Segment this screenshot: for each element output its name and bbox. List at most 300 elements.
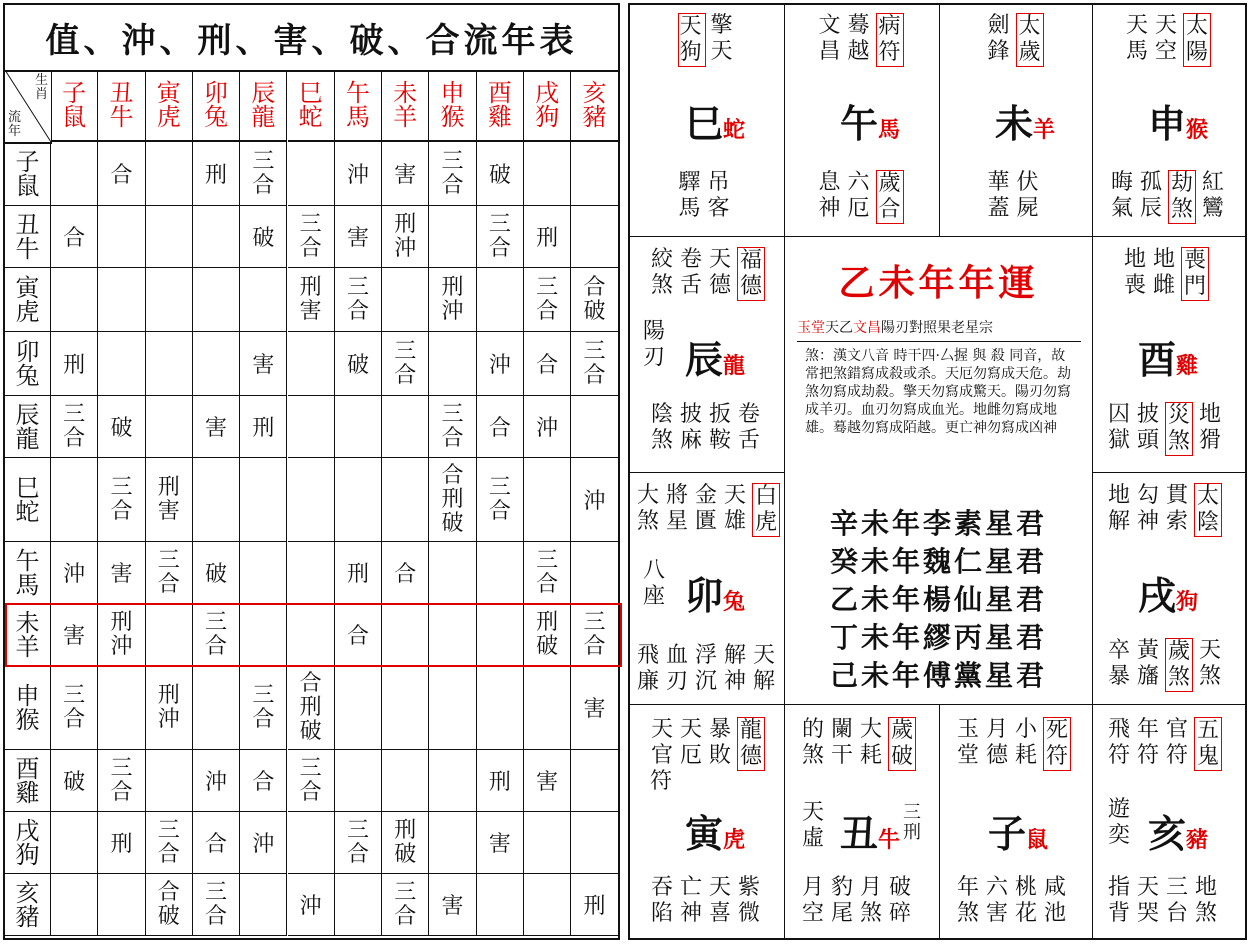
relation-cell: 三 合 xyxy=(335,812,382,874)
relation-cell xyxy=(335,666,382,750)
relation-cell xyxy=(429,332,476,396)
relation-cell: 刑 破 xyxy=(524,604,571,666)
relation-cell: 刑 xyxy=(571,874,618,936)
star-label: 玉 堂 xyxy=(956,717,979,768)
relation-cell: 沖 xyxy=(335,142,382,206)
palace-wei xyxy=(940,5,1093,237)
relation-cell xyxy=(146,268,193,332)
relation-cell: 沖 xyxy=(524,396,571,458)
relation-cell xyxy=(477,268,524,332)
relation-cell xyxy=(571,396,618,458)
relation-cell xyxy=(524,458,571,542)
relation-cell xyxy=(335,750,382,812)
relation-cell xyxy=(51,458,98,542)
relation-cell xyxy=(571,206,618,268)
palace-hai xyxy=(1093,705,1247,940)
relation-cell xyxy=(477,874,524,936)
row-header-1: 丑 牛 xyxy=(5,206,51,268)
star-label: 歲 破 xyxy=(888,717,916,771)
bottom-stars xyxy=(818,170,904,224)
row-header-5: 巳 蛇 xyxy=(5,458,51,542)
relation-cell: 合 xyxy=(524,332,571,396)
relation-cell: 合 xyxy=(98,142,145,206)
top-stars xyxy=(1107,717,1222,771)
relation-cell xyxy=(571,142,618,206)
relation-cell: 破 xyxy=(193,542,240,604)
branch-label: 午 馬 xyxy=(840,101,901,146)
bottom-stars xyxy=(1110,170,1225,224)
relation-cell: 三 合 xyxy=(240,142,287,206)
star-label: 年 符 xyxy=(1136,717,1159,768)
relation-cell xyxy=(382,396,429,458)
star-label: 天 厄 xyxy=(679,717,702,768)
relation-cell: 刑 破 xyxy=(382,812,429,874)
col-header-10: 戌 狗 xyxy=(524,70,571,142)
relation-cell xyxy=(146,206,193,268)
top-stars xyxy=(1125,13,1211,67)
palace-shen xyxy=(1093,5,1247,237)
side-stars xyxy=(642,558,666,610)
star-label: 月 德 xyxy=(985,717,1008,768)
star-label: 披 麻 xyxy=(679,402,702,453)
relation-cell: 三 合 xyxy=(288,750,335,812)
row-header-11: 亥 豬 xyxy=(5,874,51,936)
branch-label: 未 羊 xyxy=(995,101,1056,146)
relation-cell: 合 xyxy=(240,750,287,812)
star-label: 小 耗 xyxy=(1014,717,1037,768)
palace-chen xyxy=(630,237,785,473)
relation-cell: 害 xyxy=(240,332,287,396)
relation-cell xyxy=(288,542,335,604)
relation-cell: 三 合 xyxy=(193,874,240,936)
relation-cell: 三 合 xyxy=(51,396,98,458)
star-label: 白 虎 xyxy=(752,483,780,537)
star-label: 卷 舌 xyxy=(737,402,760,453)
star-label: 晦 氣 xyxy=(1110,170,1133,221)
star-label: 破 碎 xyxy=(888,875,911,926)
row-header-10: 戌 狗 xyxy=(5,812,51,874)
star-label: 天 虛 xyxy=(801,800,824,851)
branch-label: 辰 龍 xyxy=(685,337,746,382)
branch-label: 酉 雞 xyxy=(1138,337,1199,382)
row-header-4: 辰 龍 xyxy=(5,396,51,458)
center-divider xyxy=(797,341,1081,342)
extra-star: 符 xyxy=(650,769,673,794)
star-label: 囚 獄 xyxy=(1107,402,1130,453)
relation-cell xyxy=(193,458,240,542)
star-label: 死 符 xyxy=(1043,717,1071,771)
relation-cell: 三 合 xyxy=(240,666,287,750)
relation-cell: 三 合 xyxy=(571,332,618,396)
relation-cell xyxy=(288,458,335,542)
relation-cell: 三 合 xyxy=(98,458,145,542)
star-label: 飛 廉 xyxy=(636,643,659,694)
relation-cell xyxy=(524,812,571,874)
relation-cell xyxy=(98,874,145,936)
relation-cell xyxy=(429,604,476,666)
star-god-line: 己未年傅黨星君 xyxy=(829,659,1047,692)
relation-cell xyxy=(571,750,618,812)
relation-cell: 刑 xyxy=(51,332,98,396)
relation-cell: 刑 沖 xyxy=(429,268,476,332)
relation-cell: 三 合 xyxy=(382,874,429,936)
branch-label: 巳 蛇 xyxy=(685,101,746,146)
relation-cell xyxy=(429,750,476,812)
star-label: 天 官 xyxy=(650,717,673,768)
relation-cell: 刑 沖 xyxy=(382,206,429,268)
palace-mao xyxy=(630,473,785,705)
relation-cell: 三 合 xyxy=(288,206,335,268)
palace-chou xyxy=(785,705,940,940)
star-label: 天 空 xyxy=(1154,13,1177,64)
relation-cell: 刑 xyxy=(524,206,571,268)
relation-cell xyxy=(98,332,145,396)
relation-cell xyxy=(429,666,476,750)
relation-cell xyxy=(524,874,571,936)
relation-cell xyxy=(524,666,571,750)
relation-cell xyxy=(51,142,98,206)
palace-xu xyxy=(1093,473,1247,705)
relation-cell: 害 xyxy=(382,142,429,206)
col-header-0: 子 鼠 xyxy=(51,70,98,142)
relation-cell xyxy=(98,666,145,750)
relation-cell: 害 xyxy=(477,812,524,874)
star-label: 天 德 xyxy=(708,247,731,298)
branch-label: 申 猴 xyxy=(1148,101,1209,146)
star-label: 桃 花 xyxy=(1014,875,1037,926)
relation-cell xyxy=(524,142,571,206)
relation-cell xyxy=(288,604,335,666)
star-label: 伏 屍 xyxy=(1016,170,1039,221)
row-header-2: 寅 虎 xyxy=(5,268,51,332)
relation-cell xyxy=(193,206,240,268)
star-label: 病 符 xyxy=(876,13,904,67)
relation-cell xyxy=(51,268,98,332)
bottom-stars xyxy=(987,170,1040,222)
star-label: 災 煞 xyxy=(1165,402,1193,456)
relation-cell: 害 xyxy=(335,206,382,268)
top-stars xyxy=(801,717,916,771)
relation-cell xyxy=(193,268,240,332)
star-label: 福 德 xyxy=(737,247,765,301)
star-label: 絞 煞 xyxy=(650,247,673,298)
col-header-6: 午 馬 xyxy=(335,70,382,142)
table-title: 值、沖、刑、害、破、合流年表 xyxy=(5,5,618,72)
top-stars xyxy=(636,483,780,537)
branch-label: 寅 虎 xyxy=(685,811,746,856)
relation-cell: 刑 害 xyxy=(146,458,193,542)
col-header-9: 酉 雞 xyxy=(477,70,524,142)
relation-cell: 三 合 xyxy=(51,666,98,750)
relation-cell xyxy=(98,268,145,332)
branch-label: 丑 牛 xyxy=(840,811,901,856)
branch-label: 卯 兔 xyxy=(685,573,746,618)
relation-cell xyxy=(335,396,382,458)
star-label: 紅 鸞 xyxy=(1201,170,1224,221)
star-label: 地 雌 xyxy=(1152,247,1175,298)
relation-cell: 刑 沖 xyxy=(98,604,145,666)
relation-cell xyxy=(335,458,382,542)
bottom-stars xyxy=(1107,638,1222,692)
relation-cell: 三 合 xyxy=(193,604,240,666)
relation-cell: 合 刑 破 xyxy=(288,666,335,750)
col-header-1: 丑 牛 xyxy=(98,70,145,142)
palace-si xyxy=(630,5,785,237)
bottom-stars xyxy=(650,402,761,454)
relation-cell xyxy=(98,206,145,268)
relations-table xyxy=(3,3,620,940)
relation-cell xyxy=(193,332,240,396)
relation-cell xyxy=(382,750,429,812)
relation-cell: 沖 xyxy=(51,542,98,604)
relation-cell xyxy=(146,604,193,666)
relation-cell xyxy=(477,542,524,604)
col-header-11: 亥 豬 xyxy=(571,70,618,142)
star-label: 龍 德 xyxy=(737,717,765,771)
col-header-4: 辰 龍 xyxy=(240,70,287,142)
star-label: 闌 干 xyxy=(830,717,853,768)
star-label: 天 解 xyxy=(752,643,775,694)
star-label: 三 台 xyxy=(1165,875,1188,926)
star-label: 太 陽 xyxy=(1183,13,1211,67)
row-header-8: 申 猴 xyxy=(5,666,51,750)
relation-cell: 破 xyxy=(98,396,145,458)
relation-cell xyxy=(288,812,335,874)
star-label: 吞 陷 xyxy=(650,875,673,926)
star-label: 指 背 xyxy=(1107,875,1130,926)
star-label: 飛 符 xyxy=(1107,717,1130,768)
relation-cell xyxy=(240,874,287,936)
star-label: 大 耗 xyxy=(859,717,882,768)
star-label: 孤 辰 xyxy=(1139,170,1162,221)
relation-cell: 三 合 xyxy=(146,812,193,874)
star-label: 息 神 xyxy=(818,170,841,221)
relation-cell: 破 xyxy=(477,142,524,206)
star-label: 的 煞 xyxy=(801,717,824,768)
row-header-0: 子 鼠 xyxy=(5,142,51,206)
row-header-3: 卯 兔 xyxy=(5,332,51,396)
relation-cell: 合 xyxy=(382,542,429,604)
star-label: 天 喜 xyxy=(708,875,731,926)
star-label: 月 空 xyxy=(801,875,824,926)
star-label: 華 蓋 xyxy=(987,170,1010,221)
palace-wu xyxy=(785,5,940,237)
center-panel xyxy=(785,237,1093,705)
star-label: 紫 微 xyxy=(737,875,760,926)
star-label: 浮 沉 xyxy=(694,643,717,694)
star-label: 貫 索 xyxy=(1165,483,1188,534)
star-label: 劍 鋒 xyxy=(987,13,1010,64)
relation-cell: 害 xyxy=(98,542,145,604)
relation-cell: 合 破 xyxy=(146,874,193,936)
branch-label: 子 鼠 xyxy=(988,811,1049,856)
relation-cell xyxy=(382,268,429,332)
relation-cell: 三 合 xyxy=(571,604,618,666)
relation-cell: 害 xyxy=(524,750,571,812)
relation-cell: 刑 xyxy=(335,542,382,604)
relation-cell: 沖 xyxy=(571,458,618,542)
relation-cell: 合 xyxy=(193,812,240,874)
star-label: 陰 煞 xyxy=(650,402,673,453)
col-header-7: 未 羊 xyxy=(382,70,429,142)
star-label: 歲 煞 xyxy=(1165,638,1193,692)
relation-cell: 沖 xyxy=(288,874,335,936)
relation-cell: 合 刑 破 xyxy=(429,458,476,542)
bottom-stars xyxy=(956,875,1067,927)
center-title: 乙未年年運 xyxy=(838,262,1039,304)
relation-cell: 刑 沖 xyxy=(146,666,193,750)
relation-cell xyxy=(51,874,98,936)
relation-cell xyxy=(288,396,335,458)
star-label: 五 鬼 xyxy=(1194,717,1222,771)
star-label: 六 厄 xyxy=(847,170,870,221)
relation-cell: 沖 xyxy=(193,750,240,812)
relation-cell: 破 xyxy=(240,206,287,268)
star-label: 月 煞 xyxy=(859,875,882,926)
relation-cell: 害 xyxy=(51,604,98,666)
relation-cell: 三 合 xyxy=(429,142,476,206)
star-label: 地 煞 xyxy=(1194,875,1217,926)
side-stars xyxy=(642,319,666,371)
relation-cell: 三 合 xyxy=(146,542,193,604)
star-label: 將 星 xyxy=(665,483,688,534)
relation-cell: 三 合 xyxy=(335,268,382,332)
relation-cell xyxy=(335,874,382,936)
star-label: 劫 煞 xyxy=(1168,170,1196,224)
bottom-stars xyxy=(1107,875,1218,927)
side-stars xyxy=(1107,797,1131,849)
bottom-stars xyxy=(801,875,912,927)
top-stars xyxy=(956,717,1071,771)
relation-cell: 害 xyxy=(429,874,476,936)
relation-cell: 刑 xyxy=(240,396,287,458)
relation-cell: 破 xyxy=(51,750,98,812)
star-label: 豹 尾 xyxy=(830,875,853,926)
star-label: 太 陰 xyxy=(1194,483,1222,537)
relation-cell: 沖 xyxy=(477,332,524,396)
star-label: 喪 門 xyxy=(1181,247,1209,301)
relation-cell: 三 合 xyxy=(477,458,524,542)
relation-cell xyxy=(240,604,287,666)
top-stars xyxy=(650,717,765,771)
star-label: 太 歲 xyxy=(1016,13,1044,67)
relation-cell xyxy=(146,142,193,206)
bottom-stars xyxy=(678,170,731,222)
col-header-5: 巳 蛇 xyxy=(288,70,335,142)
star-label: 金 匱 xyxy=(694,483,717,534)
star-label: 勾 神 xyxy=(1136,483,1159,534)
palace-yin xyxy=(630,705,785,940)
bottom-stars xyxy=(650,875,761,927)
star-label: 大 煞 xyxy=(636,483,659,534)
palace-zi xyxy=(940,705,1093,940)
star-label: 黃 旛 xyxy=(1136,638,1159,689)
relation-cell xyxy=(51,812,98,874)
star-label: 披 頭 xyxy=(1136,402,1159,453)
star-label: 咸 池 xyxy=(1043,875,1066,926)
corner-header xyxy=(5,70,52,144)
relation-cell xyxy=(429,542,476,604)
top-stars xyxy=(678,13,735,67)
star-label: 暴 敗 xyxy=(708,717,731,768)
row-header-7: 未 羊 xyxy=(5,604,51,666)
relation-cell: 刑 xyxy=(477,750,524,812)
star-label: 天 馬 xyxy=(1125,13,1148,64)
relation-cell: 沖 xyxy=(240,812,287,874)
star-label: 地 喪 xyxy=(1123,247,1146,298)
relation-cell xyxy=(288,332,335,396)
relation-cell: 害 xyxy=(193,396,240,458)
star-label: 陽 刃 xyxy=(642,319,665,370)
relation-cell: 合 xyxy=(477,396,524,458)
star-label: 官 符 xyxy=(1165,717,1188,768)
relation-cell: 破 xyxy=(335,332,382,396)
year-fortune-chart xyxy=(628,3,1247,940)
palace-you xyxy=(1093,237,1247,473)
top-stars xyxy=(1123,247,1209,301)
relation-cell: 三 合 xyxy=(524,542,571,604)
star-label: 吊 客 xyxy=(707,170,730,221)
star-label: 卷 舌 xyxy=(679,247,702,298)
star-label: 扳 鞍 xyxy=(708,402,731,453)
relation-cell: 三 合 xyxy=(98,750,145,812)
star-label: 驛 馬 xyxy=(678,170,701,221)
col-header-2: 寅 虎 xyxy=(146,70,193,142)
relation-cell xyxy=(382,604,429,666)
star-label: 年 煞 xyxy=(956,875,979,926)
branch-label: 亥 豬 xyxy=(1148,811,1209,856)
relation-cell xyxy=(146,750,193,812)
star-label: 八 座 xyxy=(642,558,665,609)
relation-cell xyxy=(146,332,193,396)
star-label: 六 害 xyxy=(985,875,1008,926)
top-stars xyxy=(987,13,1044,67)
star-label: 地 猾 xyxy=(1198,402,1221,453)
extra-star: 三 刑 xyxy=(903,802,921,843)
star-label: 歲 合 xyxy=(876,170,904,224)
relation-cell xyxy=(571,542,618,604)
star-gods-list xyxy=(785,505,1092,695)
relation-cell: 三 合 xyxy=(382,332,429,396)
star-label: 地 解 xyxy=(1107,483,1130,534)
relation-cell: 合 xyxy=(51,206,98,268)
side-stars xyxy=(801,800,825,852)
relation-cell xyxy=(240,268,287,332)
star-label: 擎天 xyxy=(710,13,733,64)
corner-bottom-label: 流年 xyxy=(8,110,22,139)
relation-cell: 三 合 xyxy=(524,268,571,332)
star-god-line: 丁未年繆丙星君 xyxy=(829,621,1047,654)
col-header-8: 申 猴 xyxy=(429,70,476,142)
relation-cell xyxy=(382,666,429,750)
star-label: 解 神 xyxy=(723,643,746,694)
top-stars xyxy=(1107,483,1222,537)
star-god-line: 癸未年魏仁星君 xyxy=(829,545,1047,578)
relation-cell xyxy=(240,458,287,542)
relation-cell: 三 合 xyxy=(477,206,524,268)
relation-cell: 合 破 xyxy=(571,268,618,332)
relation-cell: 刑 xyxy=(98,812,145,874)
top-stars xyxy=(650,247,765,301)
relation-cell xyxy=(288,142,335,206)
relation-cell xyxy=(477,604,524,666)
relation-cell xyxy=(193,666,240,750)
relation-cell xyxy=(382,458,429,542)
star-god-line: 辛未年李素星君 xyxy=(829,507,1047,540)
relation-cell: 三 合 xyxy=(429,396,476,458)
star-label: 蓦 越 xyxy=(847,13,870,64)
relation-cell xyxy=(429,206,476,268)
